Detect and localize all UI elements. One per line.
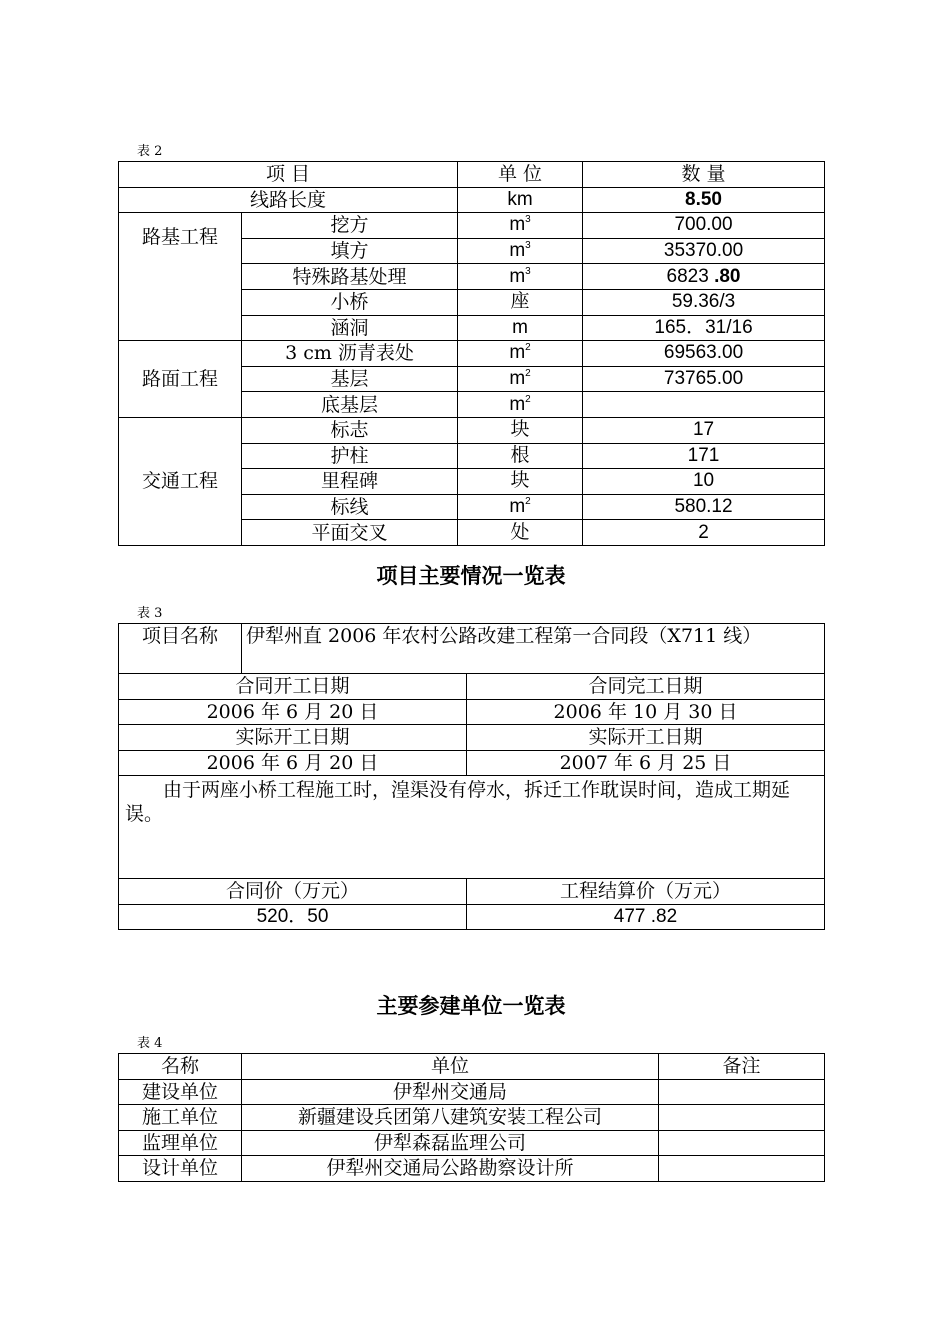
header-item: 项 目 xyxy=(119,162,458,188)
cell-unit: 新疆建设兵团第八建筑安装工程公司 xyxy=(242,1105,659,1131)
header-unit: 单 位 xyxy=(458,162,583,188)
table-row xyxy=(119,904,825,930)
qty-decimal: .80 xyxy=(714,265,741,287)
project-name-label: 项目名称 xyxy=(119,624,242,674)
unit-exponent: 3 xyxy=(525,265,531,277)
header-qty: 数 量 xyxy=(583,162,825,188)
unit-text: m xyxy=(509,240,526,262)
item-qty xyxy=(583,494,825,520)
unit-exponent: 2 xyxy=(525,342,531,354)
unit-text: m xyxy=(509,393,526,415)
table-row xyxy=(119,417,825,443)
qty-text: 580.12 xyxy=(674,496,733,518)
cell-unit: 伊犁州交通局 xyxy=(242,1079,659,1105)
table-row xyxy=(119,1130,825,1156)
table2-caption: 表 2 xyxy=(137,144,163,159)
item-unit xyxy=(458,264,583,290)
cell-unit: 伊犁州交通局公路勘察设计所 xyxy=(242,1156,659,1182)
unit-text: m xyxy=(512,316,528,338)
item-name: 涵洞 xyxy=(242,315,458,341)
qty-text: 69563.00 xyxy=(663,342,744,364)
table-header-row xyxy=(119,1054,825,1080)
length-unit: km xyxy=(458,187,583,213)
actual-start-label: 实际开工日期 xyxy=(119,725,467,751)
settlement-price-label: 工程结算价（万元） xyxy=(467,879,825,905)
item-qty xyxy=(583,315,825,341)
item-name: 基层 xyxy=(242,366,458,392)
unit-exponent: 2 xyxy=(525,496,531,508)
item-unit xyxy=(458,238,583,264)
project-name-value: 伊犁州直 2006 年农村公路改建工程第一合同段（X711 线） xyxy=(242,624,825,674)
qty-text: 2 xyxy=(698,521,709,543)
cell-name: 建设单位 xyxy=(119,1079,242,1105)
item-qty xyxy=(583,238,825,264)
length-qty: 8.50 xyxy=(583,187,825,213)
contract-price-value: 520．50 xyxy=(119,904,467,930)
item-qty xyxy=(583,520,825,546)
item-name: 标志 xyxy=(242,417,458,443)
item-qty xyxy=(583,341,825,367)
item-name: 标线 xyxy=(242,494,458,520)
unit-text: 根 xyxy=(510,444,530,466)
table3-title: 项目主要情况一览表 xyxy=(376,564,566,588)
table-row xyxy=(119,1079,825,1105)
table-row xyxy=(119,187,825,213)
item-name: 底基层 xyxy=(242,392,458,418)
contract-end-label: 合同完工日期 xyxy=(467,674,825,700)
table-header-row xyxy=(119,162,825,188)
contract-end-value: 2006 年 10 月 30 日 xyxy=(467,699,825,725)
item-unit xyxy=(458,494,583,520)
unit-text: m xyxy=(509,265,526,287)
quantity-table xyxy=(118,161,825,546)
table4-caption: 表 4 xyxy=(137,1036,163,1051)
qty-text: 59.36/3 xyxy=(671,291,736,313)
unit-exponent: 3 xyxy=(525,240,531,252)
item-name: 挖方 xyxy=(242,213,458,239)
item-name: 填方 xyxy=(242,238,458,264)
table-row xyxy=(119,776,825,879)
item-qty xyxy=(583,469,825,495)
unit-text: m xyxy=(509,496,526,518)
item-name: 小桥 xyxy=(242,289,458,315)
actual-start-value: 2006 年 6 月 20 日 xyxy=(119,750,467,776)
table-row xyxy=(119,213,825,239)
item-unit xyxy=(458,443,583,469)
table-row xyxy=(119,674,825,700)
header-note: 备注 xyxy=(659,1054,825,1080)
table-row xyxy=(119,699,825,725)
item-name: 里程碑 xyxy=(242,469,458,495)
actual-end-label: 实际开工日期 xyxy=(467,725,825,751)
unit-exponent: 3 xyxy=(525,214,531,226)
cell-note xyxy=(659,1130,825,1156)
item-name: 3 cm 沥青表处 xyxy=(242,341,458,367)
group-label: 路面工程 xyxy=(119,341,242,418)
cell-name: 监理单位 xyxy=(119,1130,242,1156)
item-unit xyxy=(458,392,583,418)
item-unit xyxy=(458,213,583,239)
delay-remark: 由于两座小桥工程施工时，湟渠没有停水，拆迁工作耽误时间，造成工期延误。 xyxy=(119,776,825,879)
table-row xyxy=(119,879,825,905)
qty-text: 73765.00 xyxy=(663,368,744,390)
qty-text: 700.00 xyxy=(674,214,733,236)
project-info-table xyxy=(118,623,825,930)
item-unit xyxy=(458,341,583,367)
unit-text: 块 xyxy=(510,419,530,441)
item-qty xyxy=(583,264,825,290)
participant-table xyxy=(118,1053,825,1182)
header-name: 名称 xyxy=(119,1054,242,1080)
unit-text: m xyxy=(509,214,526,236)
item-unit xyxy=(458,289,583,315)
qty-text: 10 xyxy=(692,470,715,492)
unit-text: 座 xyxy=(510,291,530,313)
table-row xyxy=(119,624,825,674)
cell-note xyxy=(659,1156,825,1182)
item-qty xyxy=(583,417,825,443)
cell-note xyxy=(659,1079,825,1105)
table-row xyxy=(119,1156,825,1182)
qty-text: 171 xyxy=(687,444,720,466)
unit-text: 处 xyxy=(510,521,530,543)
qty-text: 17 xyxy=(692,419,715,441)
item-unit xyxy=(458,315,583,341)
item-name: 平面交叉 xyxy=(242,520,458,546)
unit-exponent: 2 xyxy=(525,368,531,380)
contract-start-value: 2006 年 6 月 20 日 xyxy=(119,699,467,725)
group-label: 交通工程 xyxy=(119,417,242,545)
cell-unit: 伊犁森磊监理公司 xyxy=(242,1130,659,1156)
qty-text: 35370.00 xyxy=(663,240,744,262)
unit-text: m xyxy=(509,342,526,364)
unit-exponent: 2 xyxy=(525,393,531,405)
item-qty xyxy=(583,443,825,469)
item-unit xyxy=(458,469,583,495)
item-unit xyxy=(458,520,583,546)
table-row xyxy=(119,341,825,367)
cell-name: 施工单位 xyxy=(119,1105,242,1131)
item-qty xyxy=(583,392,825,418)
contract-price-label: 合同价（万元） xyxy=(119,879,467,905)
item-name: 护柱 xyxy=(242,443,458,469)
contract-start-label: 合同开工日期 xyxy=(119,674,467,700)
item-qty xyxy=(583,213,825,239)
table-row xyxy=(119,750,825,776)
qty-text: 6823 xyxy=(666,265,709,287)
table3-caption: 表 3 xyxy=(137,606,163,621)
qty-text: 165．31/16 xyxy=(654,316,753,338)
unit-text: 块 xyxy=(510,470,530,492)
item-unit xyxy=(458,366,583,392)
item-qty xyxy=(583,289,825,315)
header-unit: 单位 xyxy=(242,1054,659,1080)
item-qty xyxy=(583,366,825,392)
table-row xyxy=(119,1105,825,1131)
length-label: 线路长度 xyxy=(119,187,458,213)
unit-text: m xyxy=(509,368,526,390)
table-row xyxy=(119,725,825,751)
cell-name: 设计单位 xyxy=(119,1156,242,1182)
item-unit xyxy=(458,417,583,443)
settlement-price-value: 477 .82 xyxy=(467,904,825,930)
item-name: 特殊路基处理 xyxy=(242,264,458,290)
cell-note xyxy=(659,1105,825,1131)
group-label: 路基工程 xyxy=(119,213,242,341)
table4-title: 主要参建单位一览表 xyxy=(376,994,566,1018)
actual-end-value: 2007 年 6 月 25 日 xyxy=(467,750,825,776)
